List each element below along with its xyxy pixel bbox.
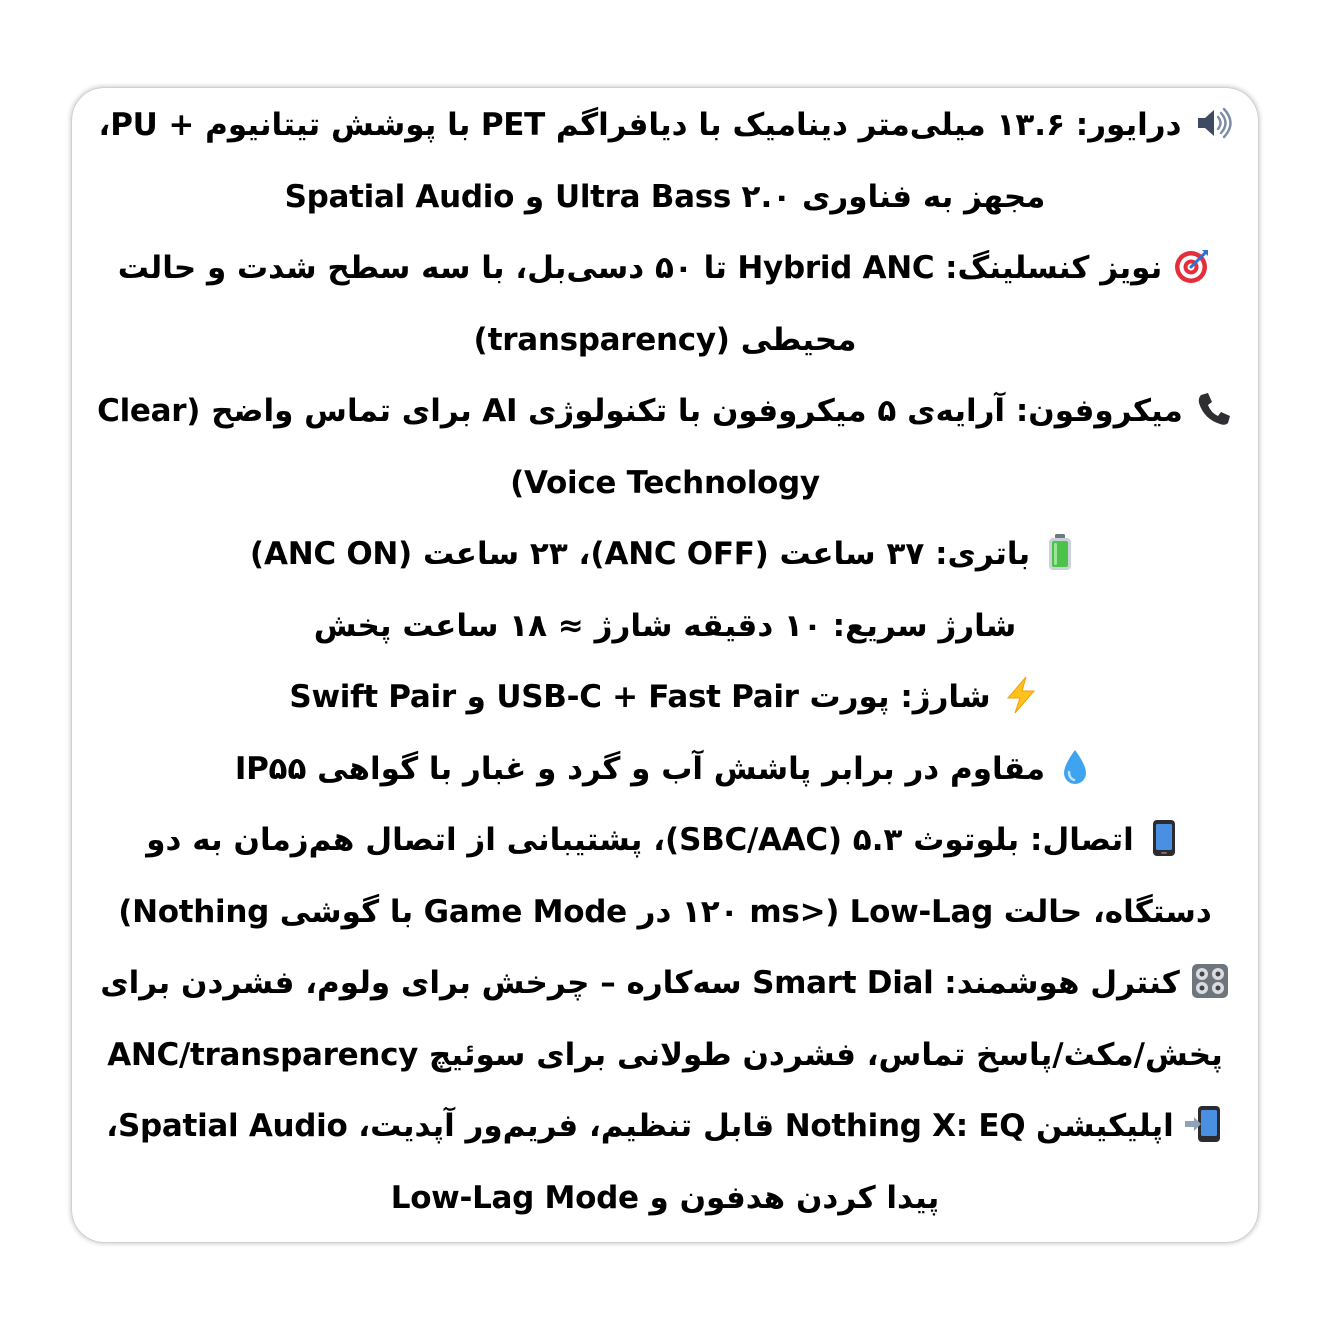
spec-line: دستگاه، حالت Low-Lag (<۱۲۰ ms در Game Mode با گوشی Nothing) (118, 893, 1212, 930)
battery-icon (1040, 532, 1080, 572)
spec-line: Voice Technology) (510, 464, 820, 501)
spec-item-driver (92, 90, 1238, 233)
lightning-icon (1001, 675, 1041, 715)
spec-line: پیدا کردن هدفون و Low-Lag Mode (390, 1179, 940, 1216)
spec-line: اپلیکیشن Nothing X: EQ قابل تنظیم، فریم‌ور آپدیت، Spatial Audio، (92, 1091, 1238, 1163)
mobile-arrow-icon (1184, 1104, 1224, 1144)
spec-item-smart-control (92, 948, 1238, 1091)
spec-item-water-resistance (92, 734, 1238, 806)
mobile-phone-icon (1144, 818, 1184, 858)
spec-line: باتری: ۳۷ ساعت (ANC OFF)، ۲۳ ساعت (ANC ON) (92, 519, 1238, 591)
spec-card (72, 88, 1258, 1242)
speaker-icon (1192, 103, 1232, 143)
spec-line: درایور: ۱۳.۶ میلی‌متر دینامیک با دیافراگم PET با پوشش تیتانیوم + PU، (92, 90, 1238, 162)
spec-line: شارژ سریع: ۱۰ دقیقه شارژ ≈ ۱۸ ساعت پخش (313, 607, 1017, 644)
target-icon (1172, 246, 1212, 286)
spec-line: نویز کنسلینگ: Hybrid ANC تا ۵۰ دسی‌بل، با سه سطح شدت و حالت (92, 233, 1238, 305)
control-knobs-icon (1190, 961, 1230, 1001)
spec-item-noise-cancelling (92, 233, 1238, 376)
spec-line: میکروفون: آرایه‌ی ۵ میکروفون با تکنولوژی AI برای تماس واضح (Clear (92, 376, 1238, 448)
spec-item-battery (92, 519, 1238, 662)
spec-line: اتصال: بلوتوث ۵.۳ (SBC/AAC)، پشتیبانی از اتصال هم‌زمان به دو (92, 805, 1238, 877)
spec-line: مقاوم در برابر پاشش آب و گرد و غبار با گواهی IP۵۵ (92, 734, 1238, 806)
spec-item-app (92, 1091, 1238, 1234)
spec-item-charging (92, 662, 1238, 734)
water-drop-icon (1055, 747, 1095, 787)
spec-list (92, 90, 1238, 1234)
spec-item-connectivity (92, 805, 1238, 948)
spec-line: کنترل هوشمند: Smart Dial سه‌کاره – چرخش برای ولوم، فشردن برای (92, 948, 1238, 1020)
spec-item-microphone (92, 376, 1238, 519)
spec-line: محیطی (transparency) (473, 321, 857, 358)
spec-line: مجهز به فناوری Ultra Bass ۲.۰ و Spatial Audio (284, 178, 1046, 215)
phone-receiver-icon (1193, 389, 1233, 429)
spec-line: پخش/مکث/پاسخ تماس، فشردن طولانی برای سوئیچ ANC/transparency (107, 1036, 1223, 1073)
spec-line: شارژ: پورت USB-C + Fast Pair و Swift Pair (92, 662, 1238, 734)
